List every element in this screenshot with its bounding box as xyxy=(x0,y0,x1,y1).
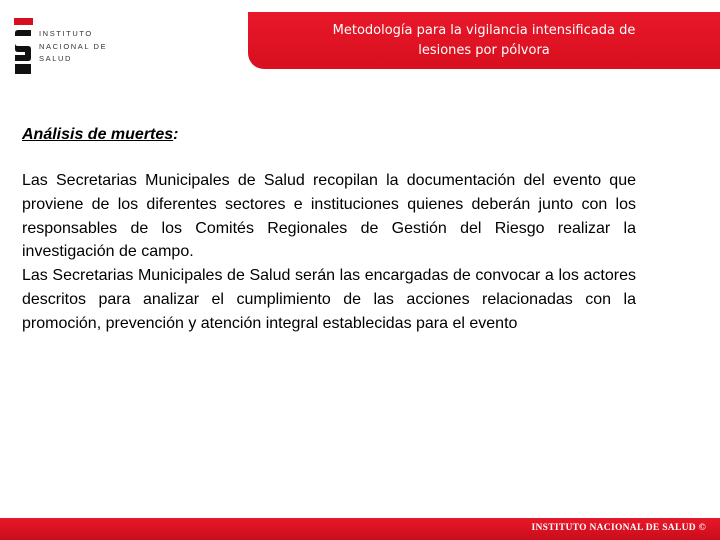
paragraph-1: Las Secretarias Municipales de Salud recopilan la documentación del evento que proviene de los diferentes sectores e instituciones quienes deberán junto con los responsables de los Comités Regionales de Gestión del Riesgo realizar la investigación de campo. xyxy=(22,172,636,261)
title-line-1: Metodología para la vigilancia intensificada de xyxy=(332,22,636,38)
section-heading xyxy=(22,124,636,146)
logo-line-1: INSTITUTO xyxy=(39,29,93,38)
slide-content xyxy=(22,124,636,336)
footer-copyright: INSTITUTO NACIONAL DE SALUD © xyxy=(531,523,706,533)
institute-logo xyxy=(14,18,108,76)
logo-wordmark xyxy=(39,28,107,66)
ins-logo-icon xyxy=(14,18,33,74)
logo-line-3: SALUD xyxy=(39,54,73,63)
section-heading-text: Análisis de muertes xyxy=(22,126,174,143)
section-heading-colon: : xyxy=(173,126,179,143)
paragraph-2: Las Secretarias Municipales de Salud serán las encargadas de convocar a los actores descritos para analizar el cumplimiento de las acciones relacionadas con la promoción, prevención y atención integral establecidas para el evento xyxy=(22,267,636,332)
title-line-2: lesiones por pólvora xyxy=(418,42,550,58)
logo-line-2: NACIONAL DE xyxy=(39,41,108,51)
title-banner xyxy=(248,12,720,69)
footer-bar xyxy=(0,518,720,540)
